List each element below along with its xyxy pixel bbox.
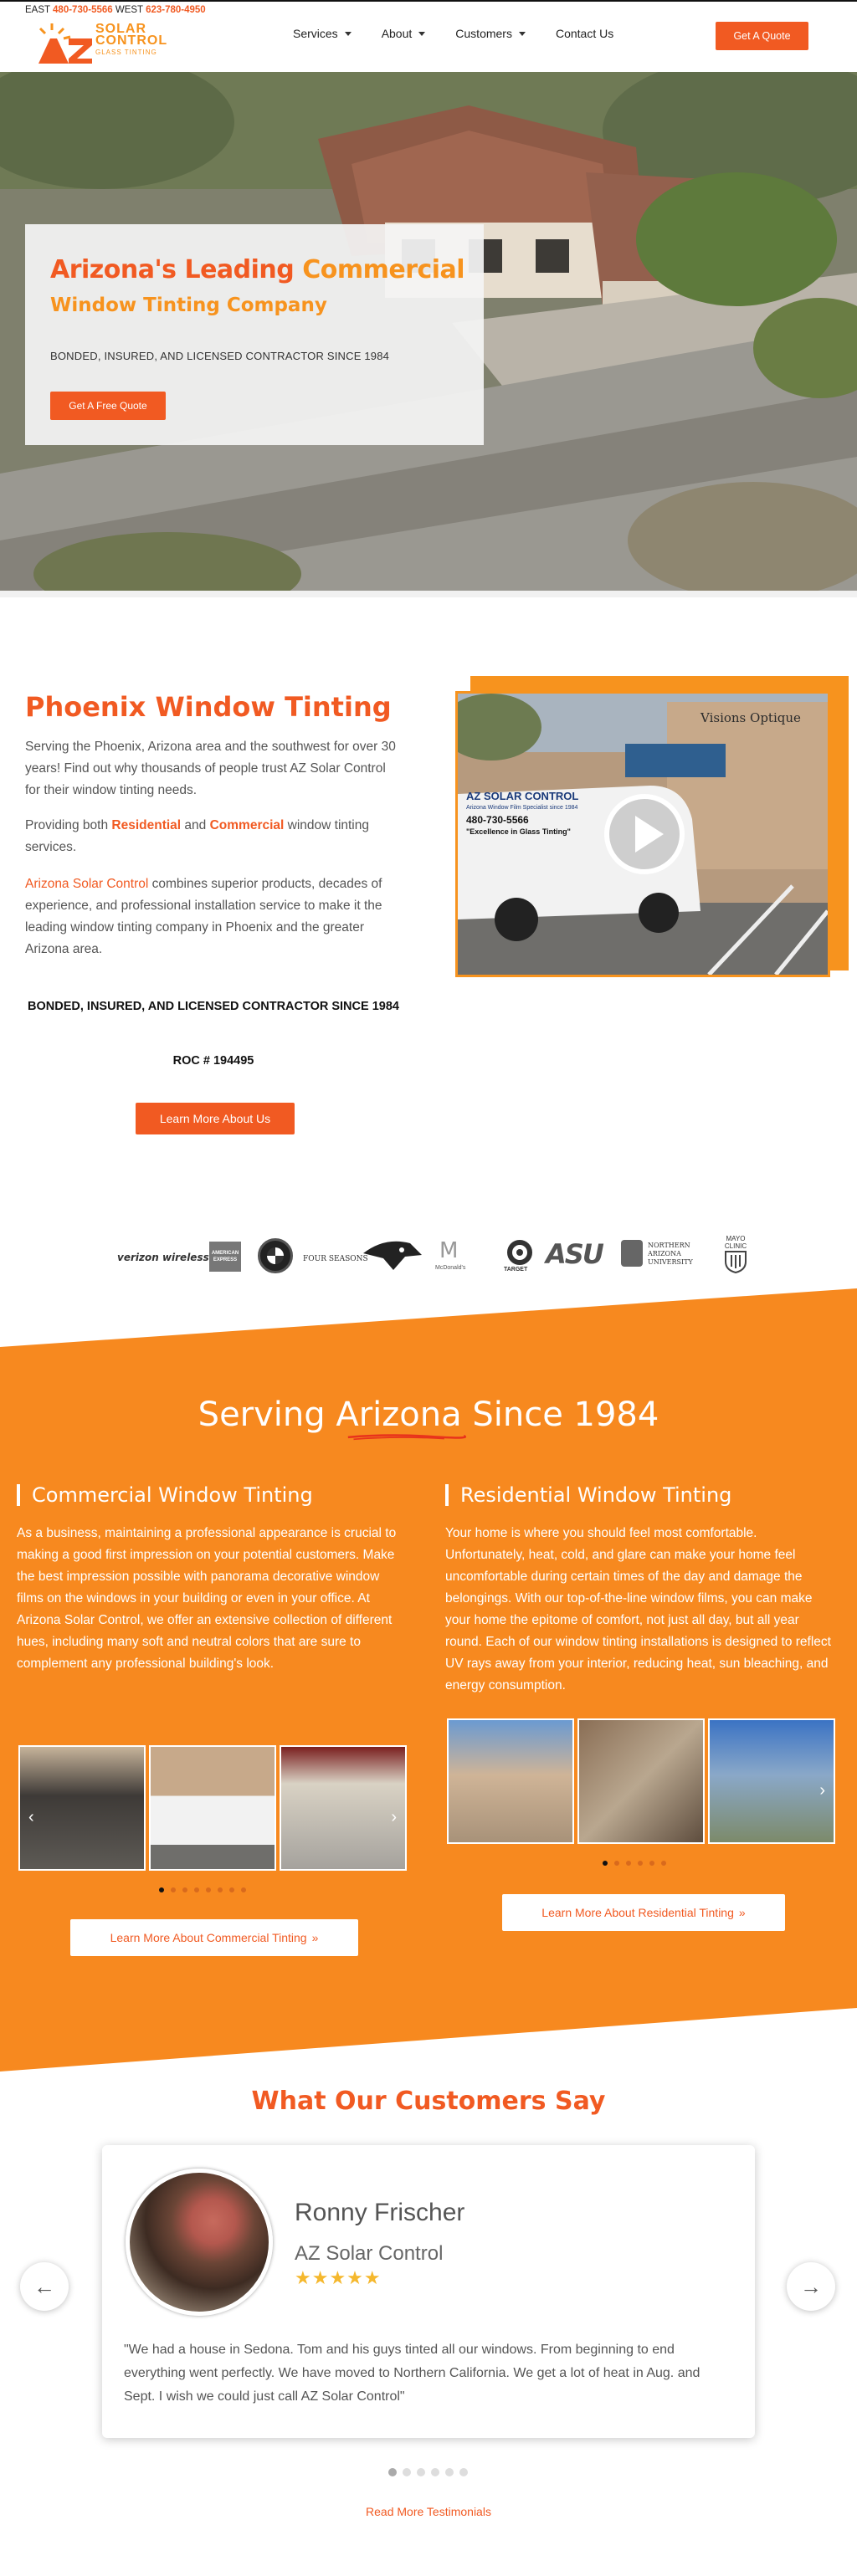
intro-title: Phoenix Window Tinting: [25, 691, 392, 723]
intro-paragraph-3: [25, 873, 402, 960]
gallery-photo[interactable]: [708, 1718, 835, 1844]
hero-subtitle: BONDED, INSURED, AND LICENSED CONTRACTOR SINCE 1984: [50, 350, 390, 362]
carousel-dot[interactable]: [417, 2468, 425, 2476]
carousel-dot[interactable]: [218, 1887, 223, 1892]
hero-title: [50, 255, 464, 284]
carousel-dot[interactable]: [194, 1887, 199, 1892]
residential-gallery: [447, 1718, 835, 1844]
east-phone-link[interactable]: 480-730-5566: [53, 5, 113, 15]
logo-bmw: [258, 1238, 293, 1273]
residential-more-button[interactable]: [502, 1894, 785, 1931]
reviewer-company: AZ Solar Control: [295, 2242, 444, 2265]
carousel-dot[interactable]: [661, 1861, 666, 1866]
carousel-dot[interactable]: [626, 1861, 631, 1866]
logo-asu: ASU: [546, 1238, 603, 1270]
van-line-4: "Excellence in Glass Tinting": [466, 827, 571, 836]
commercial-more-button[interactable]: [70, 1919, 358, 1956]
carousel-dot[interactable]: [241, 1887, 246, 1892]
nav-services-label: Services: [293, 27, 338, 40]
carousel-dot[interactable]: [403, 2468, 411, 2476]
nav-contact[interactable]: [556, 27, 613, 40]
mcdonalds-arches-icon: M: [439, 1238, 459, 1263]
double-chevron-right-icon: »: [738, 1906, 746, 1919]
p2-post: window tinting services.: [25, 818, 369, 854]
carousel-dot[interactable]: [459, 2468, 468, 2476]
van-line-2: Arizona Window Film Specialist since 1984: [466, 805, 578, 811]
nav-about[interactable]: [382, 27, 426, 40]
p2-and: and: [181, 818, 210, 832]
gallery-photo[interactable]: [577, 1718, 705, 1844]
double-chevron-right-icon: »: [311, 1931, 319, 1944]
avatar: [126, 2169, 273, 2316]
carousel-dot[interactable]: [638, 1861, 643, 1866]
intro-paragraph-2: [25, 815, 402, 858]
logo-line-1: SOLAR: [95, 22, 146, 36]
hero-title-line-2: Window Tinting Company: [50, 294, 327, 316]
nav-contact-label: Contact Us: [555, 27, 614, 40]
gallery-photo[interactable]: [18, 1745, 146, 1871]
carousel-dot[interactable]: [445, 2468, 454, 2476]
reviewer-name: Ronny Frischer: [295, 2199, 465, 2226]
testimonials-title: What Our Customers Say: [251, 2087, 606, 2116]
logo-mayo: [716, 1235, 755, 1275]
phone-numbers: [25, 5, 206, 15]
testimonial-dots: [388, 2468, 468, 2476]
logo-wordmark: [95, 23, 167, 59]
intro-paragraph-1: Serving the Phoenix, Arizona area and the southwest for over 30 years! Find out why thousands of people trust AZ Solar Control for their window tinting needs.: [25, 740, 396, 797]
mayo-shield-icon: [723, 1250, 748, 1273]
star-rating-icon: ★★★★★: [295, 2267, 382, 2288]
cardinals-logo-icon: [360, 1237, 423, 1275]
learn-more-about-us-button[interactable]: Learn More About Us: [136, 1103, 295, 1134]
arizona-solar-control-link[interactable]: Arizona Solar Control: [25, 877, 149, 891]
bonded-statement: BONDED, INSURED, AND LICENSED CONTRACTOR SINCE 1984: [28, 1000, 399, 1013]
commercial-text: As a business, maintaining a professional appearance is crucial to making a good first impression on your potential customers. Make the best impression possible with panorama decorative window films on the windows in your building or even in your office. At Arizona Solar Control, we offer an extensive collection of different hues, including many soft and neutral colors that are sure to complement any professional building's look.: [17, 1526, 397, 1671]
residential-text: Your home is where you should feel most comfortable. Unfortunately, heat, cold, and glare can make your home feel uncomfortable during certain times of the day and damage the belongings. With our top-of-the-line window films, you can make your home the epitome of comfort, not just all day, but all year round. Each of our window tinting installations is designed to reflect UV rays away from your interior, reducing heat, sun bleaching, and energy consumption.: [445, 1526, 831, 1693]
van-line-1: AZ SOLAR CONTROL: [466, 790, 579, 802]
carousel-dot[interactable]: [159, 1887, 164, 1892]
services-title-pre: Serving: [198, 1396, 336, 1434]
logo-verizon: verizon wireless: [117, 1252, 209, 1263]
hero-title-pre: Arizona's Leading: [50, 255, 303, 284]
residential-more-label: Learn More About Residential Tinting: [541, 1906, 734, 1919]
commercial-dots: [159, 1887, 246, 1892]
bmw-roundel-icon: [267, 1247, 284, 1264]
nav-customers[interactable]: [455, 27, 526, 40]
east-label: EAST: [25, 5, 50, 15]
client-logos: [117, 1233, 753, 1283]
chevron-right-icon[interactable]: ›: [819, 1781, 825, 1800]
commercial-gallery: [18, 1745, 407, 1871]
chevron-left-icon[interactable]: ‹: [28, 1808, 34, 1826]
intro-video[interactable]: [455, 691, 830, 977]
nav-services[interactable]: [293, 27, 352, 40]
arrow-right-icon: →: [800, 2273, 822, 2299]
residential-title: Residential Window Tinting: [445, 1484, 731, 1506]
roc-number: ROC # 194495: [172, 1054, 254, 1068]
chevron-down-icon: [519, 32, 526, 36]
gallery-photo[interactable]: [447, 1718, 574, 1844]
logo-mcdonalds-text: McDonald's: [435, 1265, 466, 1271]
carousel-dot[interactable]: [229, 1887, 234, 1892]
gallery-photo[interactable]: [149, 1745, 276, 1871]
get-a-quote-button[interactable]: Get A Quote: [716, 22, 808, 50]
logo-amex: [209, 1242, 241, 1272]
logo-line-3: GLASS TINTING: [95, 49, 157, 56]
main-nav: [293, 27, 644, 40]
gallery-photo[interactable]: [280, 1745, 407, 1871]
chevron-down-icon: [418, 32, 425, 36]
west-phone-link[interactable]: 623-780-4950: [146, 5, 206, 15]
testimonial-quote: "We had a house in Sedona. Tom and his guys tinted all our windows. From beginning to end everything went perfectly. We have moved to Northern California. We get a lot of heat in Aug. and Sept. I wish we could just call AZ Solar Control": [124, 2343, 700, 2404]
p2-pre: Providing both: [25, 818, 112, 832]
logo-mayo-text: MAYO CLINIC: [724, 1235, 747, 1250]
commercial-link[interactable]: Commercial: [209, 818, 285, 832]
residential-dots: [603, 1861, 666, 1866]
carousel-dot[interactable]: [206, 1887, 211, 1892]
carousel-dot[interactable]: [171, 1887, 176, 1892]
van-line-3: 480-730-5566: [466, 814, 529, 826]
west-label: WEST: [115, 5, 143, 15]
target-logo-icon: [507, 1240, 532, 1265]
services-title: [0, 1396, 857, 1434]
carousel-dot[interactable]: [603, 1861, 608, 1866]
hero-title-highlight: Commercial: [302, 255, 465, 284]
prev-testimonial-button[interactable]: [20, 2262, 69, 2311]
logo-line-2: CONTROL: [95, 33, 168, 48]
logo-four-seasons: FOUR SEASONS: [303, 1255, 368, 1263]
brush-underline: [335, 1432, 477, 1441]
nau-shield-icon: [621, 1240, 643, 1267]
carousel-dot[interactable]: [431, 2468, 439, 2476]
play-icon: [635, 816, 664, 853]
nav-about-label: About: [381, 27, 413, 40]
services-title-highlight: Arizona: [336, 1396, 462, 1434]
nav-customers-label: Customers: [455, 27, 512, 40]
chevron-right-icon[interactable]: ›: [391, 1808, 397, 1826]
van-lettering: [466, 791, 578, 837]
carousel-dot[interactable]: [649, 1861, 654, 1866]
logo-amex-text: AMERICAN EXPRESS: [211, 1251, 239, 1262]
logo-nau: NORTHERN ARIZONA UNIVERSITY: [648, 1242, 693, 1266]
arrow-left-icon: ←: [33, 2273, 55, 2299]
commercial-title: Commercial Window Tinting: [17, 1484, 313, 1506]
carousel-dot[interactable]: [182, 1887, 187, 1892]
carousel-dot[interactable]: [388, 2468, 397, 2476]
residential-link[interactable]: Residential: [111, 818, 182, 832]
commercial-more-label: Learn More About Commercial Tinting: [110, 1931, 307, 1944]
read-more-testimonials-link[interactable]: Read More Testimonials: [366, 2505, 491, 2518]
services-title-post: Since 1984: [461, 1396, 659, 1434]
logo-target-text: TARGET: [504, 1267, 528, 1273]
store-sign: Visions Optique: [700, 710, 801, 725]
carousel-dot[interactable]: [614, 1861, 619, 1866]
next-testimonial-button[interactable]: [787, 2262, 835, 2311]
free-quote-button[interactable]: Get A Free Quote: [50, 392, 166, 420]
chevron-down-icon: [345, 32, 352, 36]
p3-rest: combines superior products, decades of experience, and professional installation service to make it the leading window tinting company in Phoenix and the greater Arizona area.: [25, 877, 382, 956]
